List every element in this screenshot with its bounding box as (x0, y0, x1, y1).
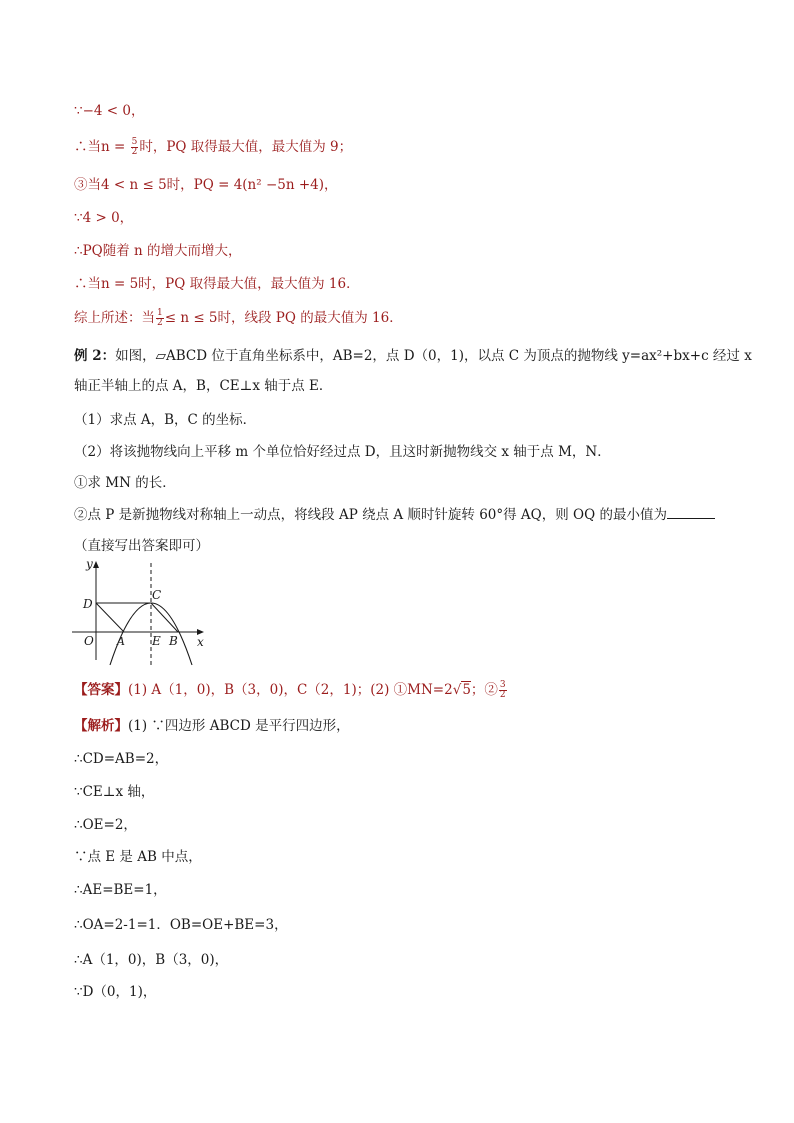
label-d: D (83, 597, 93, 611)
fraction-denominator: 2 (131, 147, 138, 157)
analysis-first: (1) ∵四边形 ABCD 是平行四边形， (128, 718, 350, 734)
answer-fraction (499, 681, 507, 700)
example-label: 例 2： (74, 348, 116, 364)
solution-line-3: ③当4 < n ≤ 5时，PQ = 4(n² −5n +4)， (74, 177, 338, 193)
question-2-part-1: ①求 MN 的长． (74, 475, 176, 491)
solution-line-1: ∵−4 < 0， (74, 103, 145, 119)
example-text-1: 如图，▱ABCD 位于直角坐标系中，AB=2，点 D（0，1)，以点 C 为顶点的抛物线 y=ax²+bx+c 经过 x (115, 348, 752, 364)
question-2-part-2-text: ②点 P 是新抛物线对称轴上一动点，将线段 AP 绕点 A 顺时针旋转 60°得 AQ，则 OQ 的最小值为 (74, 507, 667, 523)
sqrt-symbol: √ (452, 682, 462, 698)
analysis-step: ∵CE⊥x 轴， (74, 784, 155, 800)
label-x: x (197, 635, 204, 649)
fraction-denominator: 2 (157, 318, 163, 328)
solution-line-6: ∴当n = 5时，PQ 取得最大值，最大值为 16． (74, 276, 360, 292)
label-e: E (152, 634, 161, 648)
line-2-prefix: ∴当n = (74, 139, 130, 155)
solution-line-4: ∵4 > 0， (74, 210, 134, 226)
analysis-tag: 【解析】 (74, 718, 128, 734)
question-2-part-2 (74, 505, 715, 524)
fraction-five-halves (131, 138, 139, 157)
question-2-note: （直接写出答案即可） (74, 538, 209, 554)
label-y: y (86, 557, 93, 571)
question-2: （2）将该抛物线向上平移 m 个单位恰好经过点 D，且这时新抛物线交 x 轴于点 M，N． (74, 444, 611, 460)
analysis-line-1 (74, 717, 350, 735)
label-c: C (152, 588, 162, 602)
answer-separator: ；② (470, 682, 498, 698)
example-2-line-1 (74, 347, 752, 365)
question-1: （1）求点 A，B，C 的坐标． (74, 412, 257, 428)
analysis-step: ∵点 E 是 AB 中点， (74, 849, 202, 865)
analysis-step: ∴CD=AB=2， (74, 751, 169, 767)
fraction-denominator: 2 (499, 690, 506, 700)
fraction-numerator: 1 (157, 308, 163, 318)
solution-summary (74, 309, 403, 328)
label-b: B (169, 634, 178, 648)
solution-line-5: ∴PQ随着 n 的增大而增大， (74, 243, 242, 259)
line-2-suffix: 时，PQ 取得最大值，最大值为 9； (139, 139, 353, 155)
label-a: A (117, 635, 125, 648)
segment-cb (151, 603, 178, 632)
sqrt-radicand: 5 (462, 682, 471, 698)
solution-line-2 (74, 138, 352, 157)
summary-prefix: 综上所述：当 (74, 310, 155, 326)
example-2-line-2: 轴正半轴上的点 A，B，CE⊥x 轴于点 E． (74, 378, 333, 394)
answer-line (74, 681, 508, 700)
answer-blank (667, 505, 715, 519)
fraction-numerator: 3 (499, 680, 506, 690)
parabola-figure (70, 555, 230, 670)
analysis-step: ∴OA=2-1=1．OB=OE+BE=3， (74, 917, 288, 933)
answer-tag: 【答案】 (74, 682, 128, 698)
analysis-step: ∴A（1，0)，B（3，0)， (74, 952, 229, 968)
analysis-step: ∴AE=BE=1， (74, 882, 167, 898)
summary-suffix: ≤ n ≤ 5时，线段 PQ 的最大值为 16． (164, 310, 403, 326)
answer-text: (1) A（1，0)，B（3，0)，C（2，1)；(2) ①MN=2 (128, 682, 453, 698)
label-o: O (84, 634, 94, 648)
y-axis-arrow (93, 561, 99, 568)
analysis-step: ∴OE=2， (74, 817, 137, 833)
fraction-numerator: 5 (131, 137, 138, 147)
segment-da (96, 603, 124, 632)
fraction-one-half (156, 309, 164, 328)
analysis-step: ∵D（0，1)， (74, 984, 157, 1000)
